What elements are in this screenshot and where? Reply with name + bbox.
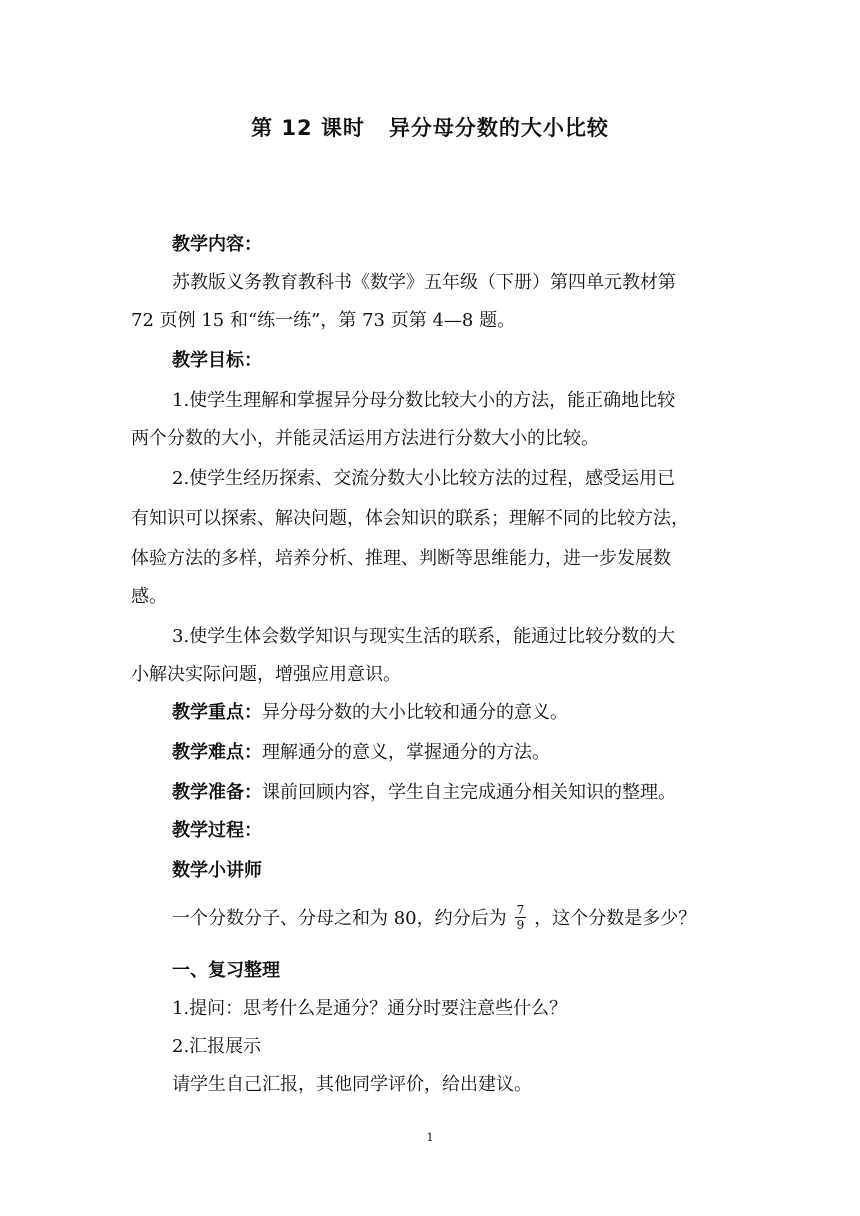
goal-1-line-1: 1.使学生理解和掌握异分母分数比较大小的方法，能正确地比较	[172, 390, 676, 411]
fraction-numerator: 7	[516, 902, 525, 917]
content-heading: 教学内容：	[172, 234, 262, 255]
lecturer-heading: 数学小讲师	[172, 860, 262, 881]
key-point-label: 教学重点：	[172, 702, 262, 723]
preparation	[172, 778, 676, 804]
preparation-label: 教学准备：	[172, 782, 262, 803]
content-text-line-1: 苏教版义务教育教科书《数学》五年级（下册）第四单元教材第	[172, 272, 676, 293]
lesson-topic: 异分母分数的大小比较	[388, 116, 609, 140]
review-item-1: 1.提问：思考什么是通分？通分时要注意些什么？	[172, 998, 568, 1019]
page-number: 1	[426, 1131, 434, 1144]
review-item-2: 2.汇报展示	[172, 1036, 262, 1057]
difficulty	[172, 738, 550, 764]
lecturer-question	[172, 904, 696, 934]
fraction	[515, 903, 527, 932]
content-text-line-2: 72 页例 15 和“练一练”，第 73 页第 4—8 题。	[131, 310, 516, 331]
goal-2-line-2: 有知识可以探索、解决问题，体会知识的联系；理解不同的比较方法，	[131, 508, 689, 529]
difficulty-text: 理解通分的意义，掌握通分的方法。	[262, 742, 550, 763]
goal-1-line-2: 两个分数的大小，并能灵活运用方法进行分数大小的比较。	[131, 428, 599, 449]
goal-2-line-1: 2.使学生经历探索、交流分数大小比较方法的过程，感受运用已	[172, 468, 676, 489]
goal-3-line-1: 3.使学生体会数学知识与现实生活的联系，能通过比较分数的大	[172, 626, 676, 647]
goal-3-line-2: 小解决实际问题，增强应用意识。	[131, 664, 401, 685]
question-text-after: ，这个分数是多少？	[534, 908, 697, 929]
goal-2-line-4: 感。	[131, 586, 167, 607]
question-text-before: 一个分数分子、分母之和为 80，约分后为	[172, 908, 507, 929]
difficulty-label: 教学难点：	[172, 742, 262, 763]
review-item-3: 请学生自己汇报，其他同学评价，给出建议。	[172, 1074, 532, 1095]
lesson-number: 第 12 课时	[251, 116, 365, 140]
key-point	[172, 698, 568, 724]
key-point-text: 异分母分数的大小比较和通分的意义。	[262, 702, 568, 723]
fraction-denominator: 9	[516, 917, 525, 932]
review-heading: 一、复习整理	[172, 960, 280, 981]
lesson-title	[0, 112, 860, 142]
process-heading: 教学过程：	[172, 820, 262, 841]
goals-heading: 教学目标：	[172, 350, 262, 371]
preparation-text: 课前回顾内容，学生自主完成通分相关知识的整理。	[262, 782, 676, 803]
goal-2-line-3: 体验方法的多样，培养分析、推理、判断等思维能力，进一步发展数	[131, 548, 671, 569]
